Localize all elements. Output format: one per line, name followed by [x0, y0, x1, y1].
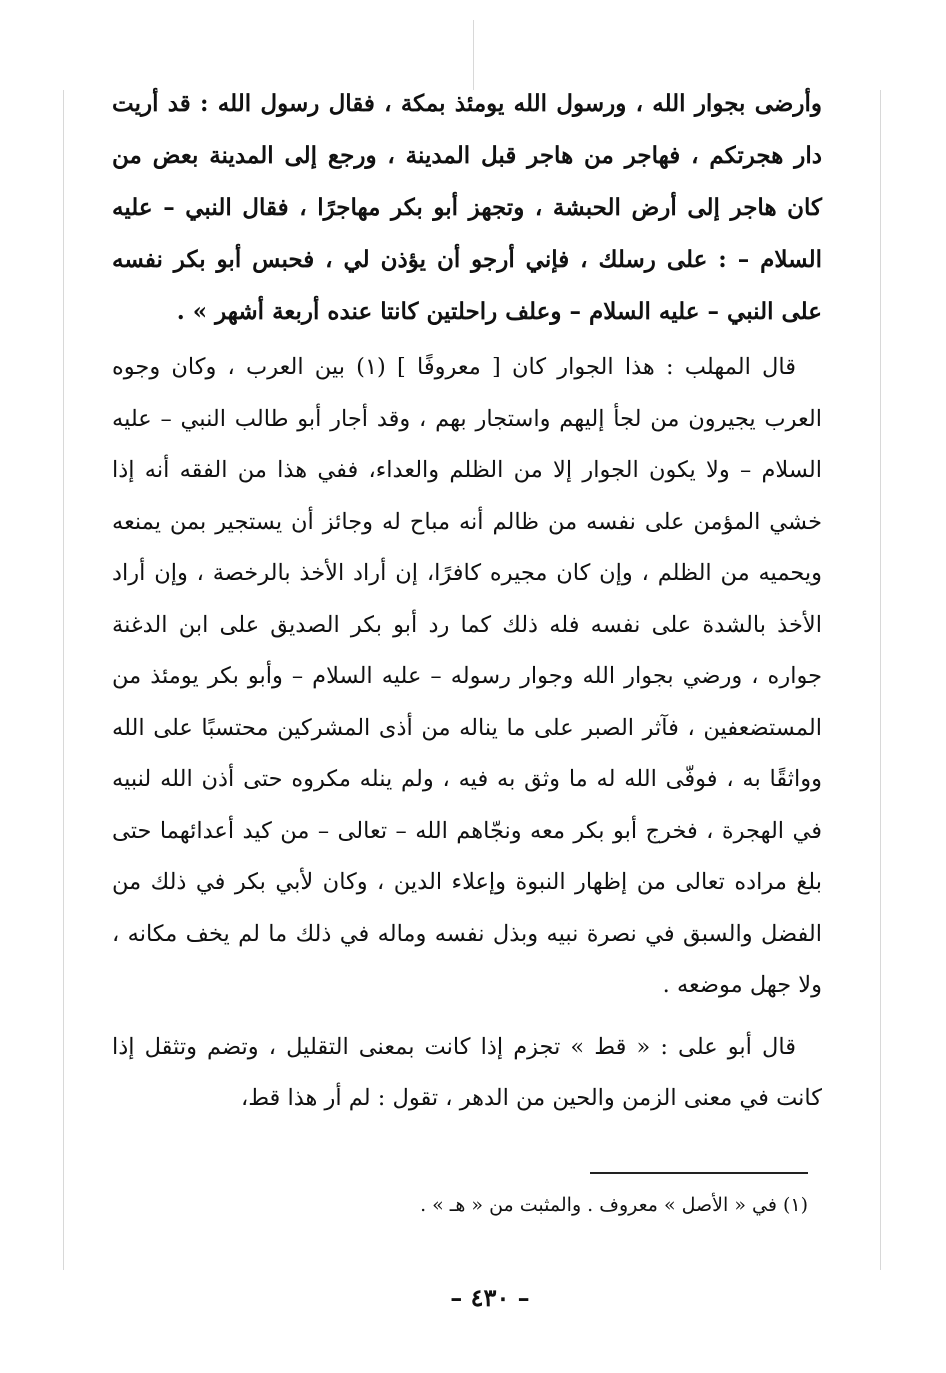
- crop-mark-left: [63, 90, 64, 1270]
- crop-mark-right: [880, 90, 881, 1270]
- page-number: – ٤٣٠ –: [450, 1283, 530, 1312]
- paragraph-abu-ali: قال أبو على : « قط » تجزم إذا كانت بمعنى التقليل ، وتضم وتثقل إذا كانت في معنى الزمن والحين من الدهر ، تقول : لم أر هذا قط،: [112, 1033, 822, 1111]
- bold-hadith-paragraph: وأرضى بجوار الله ، ورسول الله يومئذ بمكة ، فقال رسول الله : قد أريت دار هجرتكم ، فهاجر من هاجر قبل المدينة ، ورجع إلى المدينة بعض من كان هاجر إلى أرض الحبشة ، وتجهز أبو بكر مهاجرًا ، فقال النبي – عليه السلام – : على رسلك ، فإني أرجو أن يؤذن لي ، فحبس أبو بكر نفسه على النبي – عليه السلام – وعلف راحلتين كانتا عنده أربعة أشهر » .: [112, 90, 822, 325]
- footnote: (١) في « الأصل » معروف . والمثبت من « هـ » .: [420, 1194, 808, 1216]
- footnote-divider: [590, 1172, 808, 1174]
- commentary: [112, 342, 822, 1125]
- paragraph-muhallab: قال المهلب : هذا الجوار كان [ معروفًا ] (١) بين العرب ، وكان وجوه العرب يجيرون من لجأ إليهم واستجار بهم ، وقد أجار أبو طالب النبي – عليه السلام – ولا يكون الجوار إلا من الظلم والعداء، ففي هذا من الفقه أنه إذا خشي المؤمن على نفسه من ظالم أنه مباح له وجائز أن يستجير بمن يمنعه ويحميه من الظلم ، وإن كان مجيره كافرًا، إن أراد الأخذ بالرخصة ، وإن أراد الأخذ بالشدة على نفسه فله ذلك كما رد أبو بكر الصديق على ابن الدغنة جواره ، ورضي بجوار الله وجوار رسوله – عليه السلام – وأبو بكر يومئذ من المستضعفين ، فآثر الصبر على ما يناله من أذى المشركين محتسبًا على الله وواثقًا به ، فوفّى الله له ما وثق به فيه ، ولم ينله مكروه حتى أذن الله لنبيه في الهجرة ، فخرج أبو بكر معه ونجّاهم الله – تعالى – من كيد أعدائهما حتى بلغ مراده تعالى من إظهار النبوة وإعلاء الدين ، وكان لأبي بكر في ذلك من الفضل والسبق في نصرة نبيه وبذل نفسه وماله في ذلك ما لم يخف مكانه ، ولا جهل موضعه .: [112, 354, 822, 998]
- page-body: [112, 78, 822, 1125]
